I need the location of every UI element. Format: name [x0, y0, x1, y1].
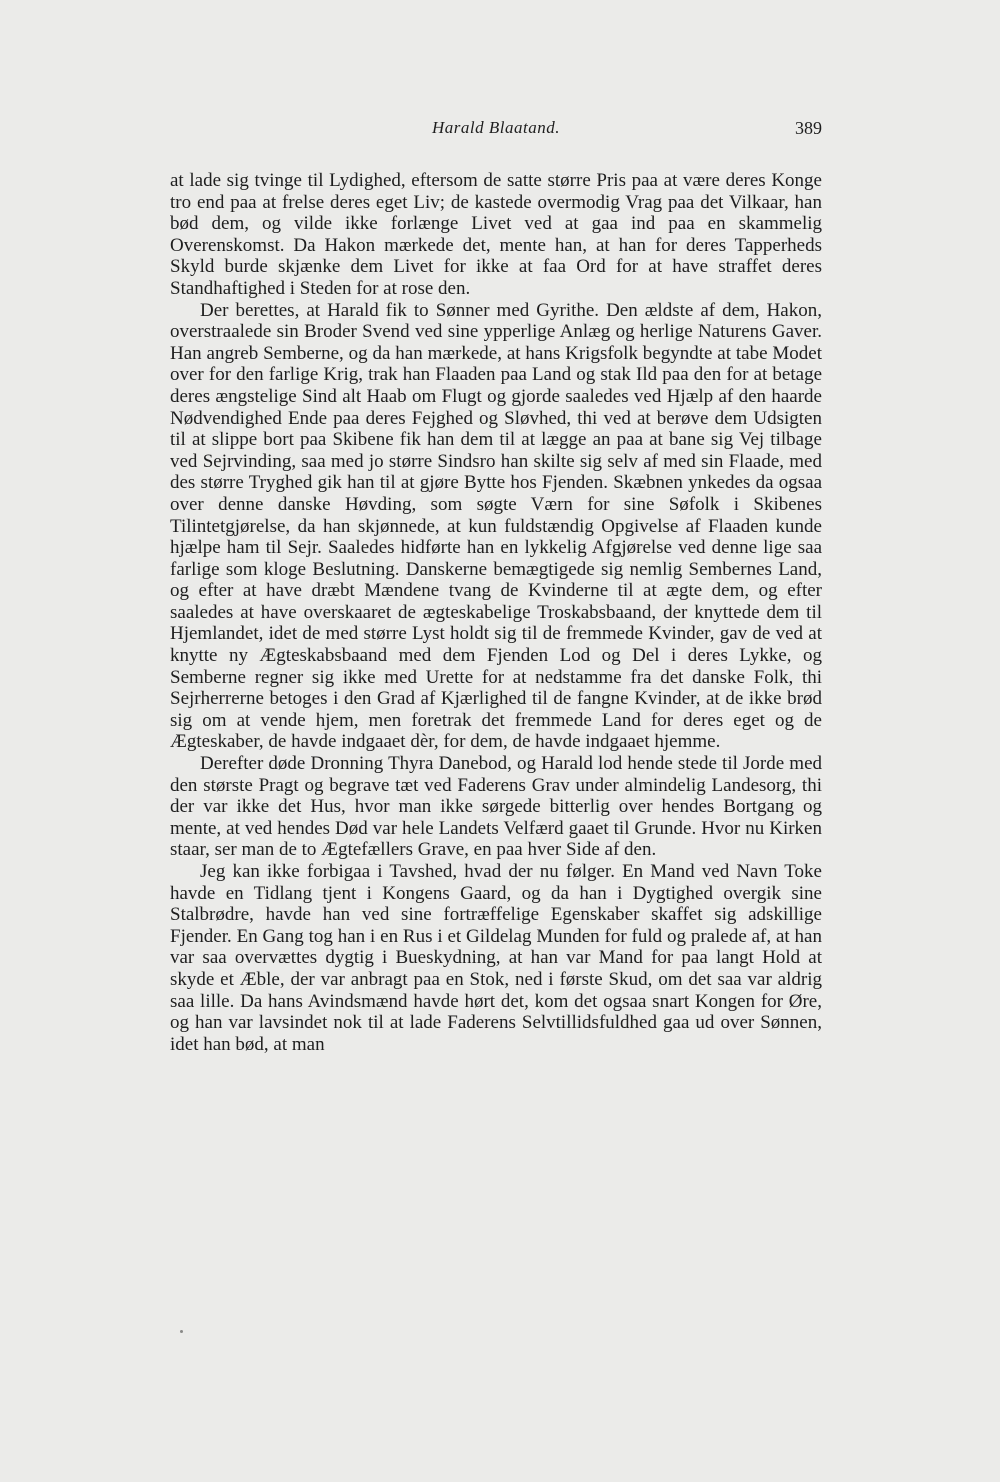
paragraph: Derefter døde Dronning Thyra Danebod, og Harald lod hende stede til Jorde med den største Pragt og begrave tæt ved Faderens Grav under almindelig Landesorg, thi der var ikke det Hus, hvor man ikke sørgede bitterlig over hendes Bortgang og mente, at ved hendes Død var hele Landets Velfærd gaaet til Grunde. Hvor nu Kirken staar, ser man de to Ægtefællers Grave, en paa hver Side af den. [170, 753, 822, 861]
page-number: 389 [795, 118, 822, 138]
paragraph: Jeg kan ikke forbigaa i Tavshed, hvad der nu følger. En Mand ved Navn Toke havde en Tidlang tjent i Kongens Gaard, og da han i Dygtighed overgik sine Stalbrødre, havde han ved sine fortræffelige Egenskaber skaffet sig adskillige Fjender. En Gang tog han i en Rus i et Gildelag Munden for fuld og pralede af, at han var saa overvættes dygtig i Bueskydning, at han var Mand for paa langt Hold at skyde et Æble, der var anbragt paa en Stok, ned i første Skud, om det saa var aldrig saa lille. Da hans Avindsmænd havde hørt det, kom det ogsaa snart Kongen for Øre, og han var lavsindet nok til at lade Faderens Selvtillidsfuldhed gaa ud over Sønnen, idet han bød, at man [170, 861, 822, 1055]
paragraph-continued: at lade sig tvinge til Lydighed, eftersom de satte større Pris paa at være deres Konge tro end paa at frelse deres eget Liv; de kastede overmodig Vrag paa det Vilkaar, han bød dem, og vilde ikke forlænge Livet ved at gaa ind paa en skammelig Overenskomst. Da Hakon mærkede det, mente han, at han for deres Tapperheds Skyld burde skjænke dem Livet for ikke at faa Ord for at have straffet deres Standhaftighed i Steden for at rose den. [170, 170, 822, 299]
body-text [170, 170, 822, 1055]
running-head [170, 118, 822, 142]
paragraph: Der berettes, at Harald fik to Sønner med Gyrithe. Den ældste af dem, Hakon, overstraalede sin Broder Svend ved sine ypperlige Anlæg og herlige Naturens Gaver. Han angreb Semberne, og da han mærkede, at hans Krigsfolk begyndte at tabe Modet over for den farlige Krig, trak han Flaaden paa Land og stak Ild paa den for at betage deres ængstelige Sind alt Haab om Flugt og gjorde saaledes ved Hjælp af den haarde Nødvendighed Ende paa deres Fejghed og Sløvhed, thi ved at berøve dem Udsigten til at slippe bort paa Skibene fik han dem til at lægge an paa at bane sig Vej tilbage ved Sejrvinding, saa med jo større Sindsro han skilte sig selv af med sin Flaade, med des større Tryghed gik han til at gjøre Bytte hos Fjenden. Skæbnen ynkedes da ogsaa over denne danske Høvding, som søgte Værn for sine Søfolk i Skibenes Tilintetgjørelse, da han skjønnede, at kun fuldstændig Opgivelse af Flaaden kunde hjælpe ham til Sejr. Saaledes hidførte han en lykkelig Afgjørelse ved denne lige saa farlige som kloge Beslutning. Danskerne bemægtigede sig nemlig Sembernes Land, og efter at have dræbt Mændene tvang de Kvinderne til at ægte dem, og efter saaledes at have overskaaret de ægteskabelige Troskabsbaand, der knyttede dem til Hjemlandet, idet de med større Lyst holdt sig til de fremmede Kvinder, gav de ved at knytte ny Ægteskabsbaand med dem Fjenden Lod og Del i deres Lykke, og Semberne regner sig ikke med Urette for at nedstamme fra det danske Folk, thi Sejrherrerne betoges i den Grad af Kjærlighed til de fangne Kvinder, at de ikke brød sig om at vende hjem, men foretrak det fremmede Land for deres eget og de Ægteskaber, de havde indgaaet dèr, for dem, de havde indgaaet hjemme. [170, 299, 822, 753]
running-title: Harald Blaatand. [432, 118, 560, 137]
scan-speck [180, 1330, 183, 1333]
